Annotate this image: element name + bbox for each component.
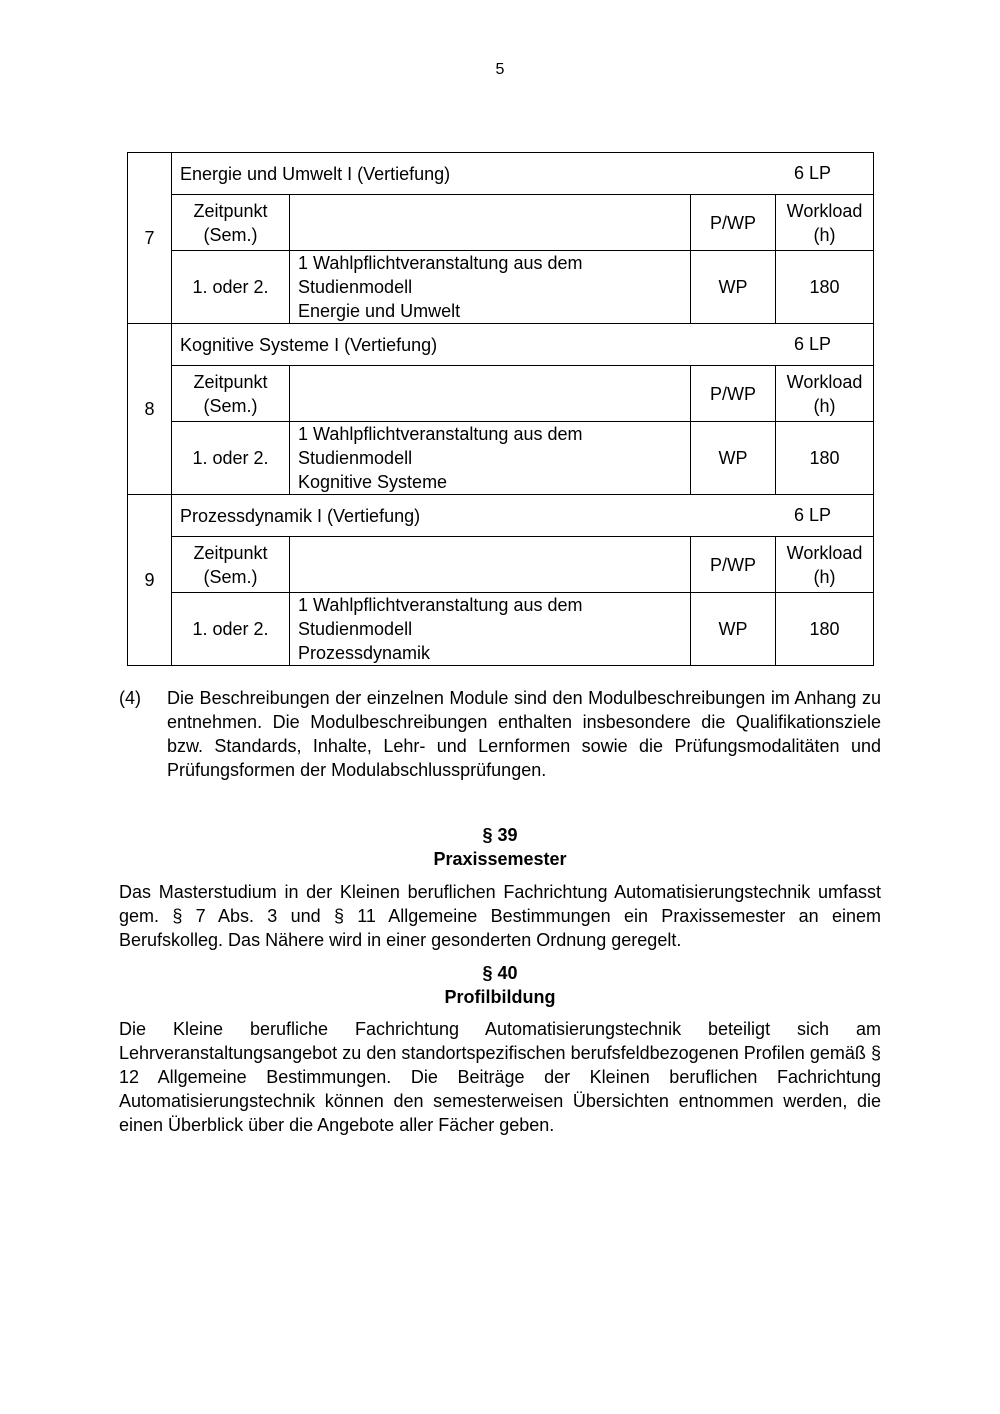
module-data-row: [128, 422, 874, 495]
cell-workload: 180: [776, 251, 874, 324]
module-credits: 6 LP: [793, 163, 832, 183]
module-number: 9: [128, 495, 172, 666]
module-title-row: [128, 324, 874, 366]
header-zeitpunkt: Zeitpunkt (Sem.): [172, 366, 290, 422]
paragraph-text: Die Beschreibungen der einzelnen Module sind den Modulbeschreibungen im Anhang zu entnehmen. Die Modulbeschreibungen enthalten insbesondere die Qualifikationsziele bzw. Standards, Inhalte, Lehr- und Lernformen sowie die Prüfungsmodalitäten und Prüfungsformen der Modulabschlussprüfungen.: [167, 688, 881, 780]
section-number: § 39: [482, 825, 518, 845]
module-title-cell: [172, 324, 874, 366]
module-number: 8: [128, 324, 172, 495]
cell-pwp: WP: [691, 593, 776, 666]
module-number: 7: [128, 153, 172, 324]
module-header-row: [128, 537, 874, 593]
module-data-row: [128, 251, 874, 324]
module-header-row: [128, 195, 874, 251]
module-title-row: [128, 153, 874, 195]
header-pwp: P/WP: [691, 537, 776, 593]
description-line: 1 Wahlpflichtveranstaltung aus dem Studienmodell: [298, 253, 583, 297]
header-pwp: P/WP: [691, 195, 776, 251]
header-zeitpunkt: Zeitpunkt (Sem.): [172, 537, 290, 593]
section-39-heading: [0, 823, 1000, 871]
header-empty: [290, 366, 691, 422]
header-workload: Workload (h): [776, 366, 874, 422]
description-line: Prozessdynamik: [298, 643, 431, 663]
section-40-heading: [0, 961, 1000, 1009]
cell-zeitpunkt: 1. oder 2.: [172, 422, 290, 495]
cell-zeitpunkt: 1. oder 2.: [172, 593, 290, 666]
paragraph-marker: (4): [119, 688, 141, 708]
section-number: § 40: [482, 963, 518, 983]
section-title: Profilbildung: [444, 987, 556, 1007]
cell-workload: 180: [776, 422, 874, 495]
header-empty: [290, 195, 691, 251]
module-credits: 6 LP: [793, 334, 832, 354]
section-title: Praxissemester: [433, 849, 567, 869]
cell-zeitpunkt: 1. oder 2.: [172, 251, 290, 324]
module-header-row: [128, 366, 874, 422]
module-title-cell: [172, 495, 874, 537]
cell-pwp: WP: [691, 422, 776, 495]
cell-workload: 180: [776, 593, 874, 666]
description-line: 1 Wahlpflichtveranstaltung aus dem Studienmodell: [298, 595, 583, 639]
module-title-cell: [172, 153, 874, 195]
header-workload: Workload (h): [776, 537, 874, 593]
header-zeitpunkt: Zeitpunkt (Sem.): [172, 195, 290, 251]
page-number: 5: [495, 61, 505, 78]
description-line: Kognitive Systeme: [298, 472, 448, 492]
header-workload: Workload (h): [776, 195, 874, 251]
section-39-text: Das Masterstudium in der Kleinen beruflichen Fachrichtung Automatisierungstechnik umfasst gem. § 7 Abs. 3 und § 11 Allgemeine Bestimmungen ein Praxissemester an einem Berufskolleg. Das Nähere wird in einer gesonderten Ordnung geregelt.: [119, 882, 881, 950]
cell-description: [290, 422, 691, 495]
cell-description: [290, 251, 691, 324]
header-empty: [290, 537, 691, 593]
header-pwp: P/WP: [691, 366, 776, 422]
module-title: Kognitive Systeme I (Vertiefung): [180, 334, 438, 355]
module-data-row: [128, 593, 874, 666]
module-title: Prozessdynamik I (Vertiefung): [180, 505, 421, 526]
module-credits: 6 LP: [793, 505, 832, 525]
description-line: Energie und Umwelt: [298, 301, 461, 321]
module-title: Energie und Umwelt I (Vertiefung): [180, 163, 451, 184]
cell-description: [290, 593, 691, 666]
cell-pwp: WP: [691, 251, 776, 324]
section-40-text: Die Kleine berufliche Fachrichtung Automatisierungstechnik beteiligt sich am Lehrveranstaltungsangebot zu den standortspezifischen berufsfeldbezogenen Profilen gemäß § 12 Allgemeine Bestimmungen. Die Beiträge der Kleinen beruflichen Fachrichtung Automatisierungstechnik können den semesterweisen Übersichten entnommen werden, die einen Überblick über die Angebote aller Fächer geben.: [119, 1019, 881, 1135]
paragraph-4: [119, 686, 881, 782]
module-table: [127, 152, 874, 666]
description-line: 1 Wahlpflichtveranstaltung aus dem Studienmodell: [298, 424, 583, 468]
module-title-row: [128, 495, 874, 537]
